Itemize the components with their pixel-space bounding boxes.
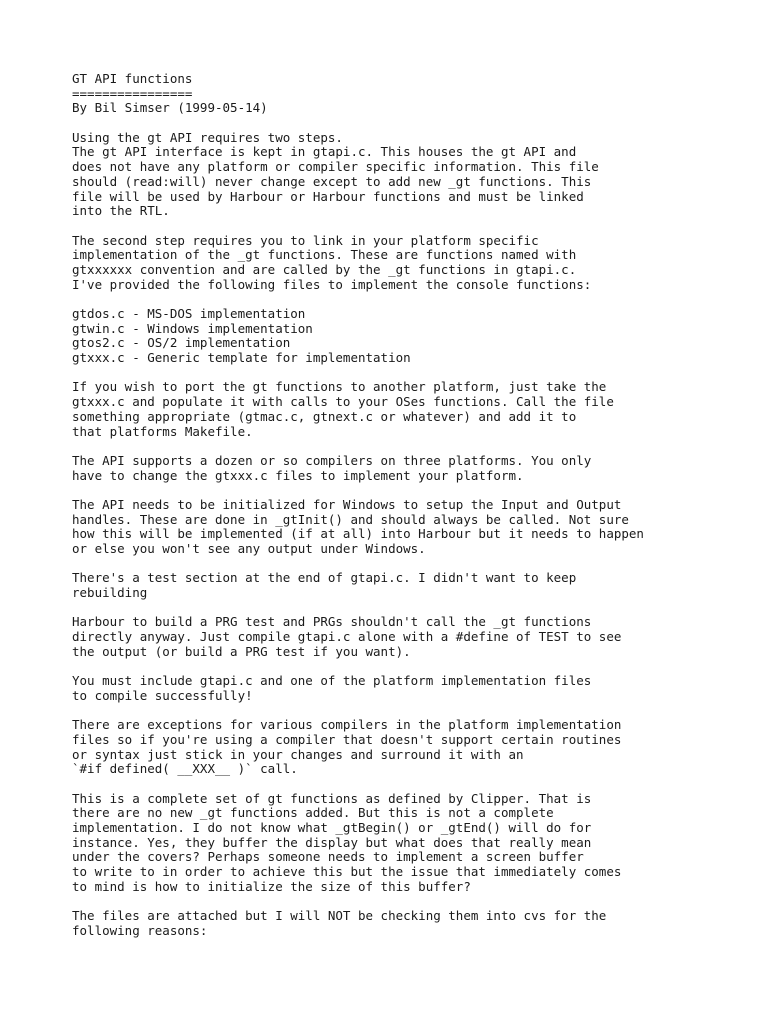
- paragraph-gap: [72, 895, 752, 910]
- text-line: The files are attached but I will NOT be checking them into cvs for the: [72, 908, 607, 924]
- title-underline: ================: [72, 85, 193, 101]
- text-line: the output (or build a PRG test if you want).: [72, 643, 411, 659]
- paragraph: [72, 234, 752, 293]
- paragraph-gap: [72, 777, 752, 792]
- paragraph: [72, 131, 752, 219]
- text-line: handles. These are done in _gtInit() and should always be called. Not sure: [72, 511, 629, 527]
- text-line: instance. Yes, they buffer the display but what does that really mean: [72, 834, 592, 850]
- text-line: or else you won't see any output under Windows.: [72, 541, 426, 556]
- text-line: following reasons:: [72, 922, 208, 938]
- text-line: to compile successfully!: [72, 687, 253, 703]
- text-line: gtxxx.c and populate it with calls to your OSes functions. Call the file: [72, 394, 614, 410]
- document-title: GT API functions: [72, 71, 193, 86]
- text-line: into the RTL.: [72, 203, 170, 219]
- text-line: gtos2.c - OS/2 implementation: [72, 335, 291, 351]
- paragraph: [72, 615, 752, 659]
- text-line: to write to in order to achieve this but the issue that immediately comes: [72, 864, 622, 880]
- paragraph-gap: [72, 366, 752, 381]
- text-line: rebuilding: [72, 585, 148, 601]
- text-line: If you wish to port the gt functions to another platform, just take the: [72, 379, 607, 395]
- text-line: The gt API interface is kept in gtapi.c. This houses the gt API and: [72, 144, 577, 160]
- text-line: or syntax just stick in your changes and surround it with an: [72, 746, 524, 762]
- text-line: The second step requires you to link in your platform specific: [72, 232, 539, 248]
- document-byline: By Bil Simser (1999-05-14): [72, 100, 268, 116]
- paragraph-gap: [72, 292, 752, 307]
- text-line: to mind is how to initialize the size of this buffer?: [72, 878, 471, 894]
- text-line: file will be used by Harbour or Harbour functions and must be linked: [72, 188, 584, 204]
- text-line: This is a complete set of gt functions as defined by Clipper. That is: [72, 790, 592, 806]
- paragraph-gap: [72, 483, 752, 498]
- paragraph: [72, 380, 752, 439]
- text-line: directly anyway. Just compile gtapi.c alone with a #define of TEST to see: [72, 629, 622, 645]
- text-line: gtxxxxxx convention and are called by the _gt functions in gtapi.c.: [72, 261, 577, 277]
- text-line: something appropriate (gtmac.c, gtnext.c or whatever) and add it to: [72, 408, 577, 424]
- text-line: files so if you're using a compiler that doesn't support certain routines: [72, 731, 622, 747]
- paragraph: [72, 454, 752, 483]
- text-line: should (read:will) never change except to add new _gt functions. This: [72, 173, 592, 189]
- text-line: The API needs to be initialized for Windows to setup the Input and Output: [72, 496, 622, 512]
- text-line: I've provided the following files to implement the console functions:: [72, 276, 592, 292]
- paragraph-gap: [72, 660, 752, 675]
- paragraph: [72, 909, 752, 938]
- text-line: implementation. I do not know what _gtBegin() or _gtEnd() will do for: [72, 820, 592, 836]
- text-line: There are exceptions for various compilers in the platform implementation: [72, 717, 622, 733]
- paragraph: [72, 571, 752, 600]
- text-line: gtwin.c - Windows implementation: [72, 320, 313, 336]
- text-line: `#if defined( __XXX__ )` call.: [72, 761, 298, 777]
- text-line: have to change the gtxxx.c files to implement your platform.: [72, 467, 524, 483]
- text-line: gtdos.c - MS-DOS implementation: [72, 306, 306, 321]
- paragraph-list: [72, 116, 752, 939]
- paragraph-gap: [72, 704, 752, 719]
- text-line: Harbour to build a PRG test and PRGs shouldn't call the _gt functions: [72, 614, 592, 630]
- paragraph-gap: [72, 116, 752, 131]
- paragraph: [72, 307, 752, 366]
- text-line: does not have any platform or compiler specific information. This file: [72, 159, 599, 175]
- text-line: The API supports a dozen or so compilers on three platforms. You only: [72, 452, 592, 468]
- text-line: Using the gt API requires two steps.: [72, 129, 343, 145]
- paragraph: [72, 718, 752, 777]
- text-line: gtxxx.c - Generic template for implementation: [72, 350, 411, 366]
- text-line: under the covers? Perhaps someone needs to implement a screen buffer: [72, 849, 584, 865]
- paragraph-gap: [72, 601, 752, 616]
- paragraph: [72, 498, 752, 557]
- paragraph-gap: [72, 439, 752, 454]
- text-line: there are no new _gt functions added. But this is not a complete: [72, 805, 554, 821]
- text-line: that platforms Makefile.: [72, 423, 253, 439]
- paragraph: [72, 674, 752, 703]
- text-line: You must include gtapi.c and one of the platform implementation files: [72, 673, 592, 689]
- paragraph: [72, 792, 752, 895]
- text-line: implementation of the _gt functions. These are functions named with: [72, 247, 577, 263]
- paragraph-gap: [72, 219, 752, 234]
- text-line: how this will be implemented (if at all) into Harbour but it needs to happen: [72, 526, 644, 542]
- document-body: [72, 72, 752, 939]
- text-line: There's a test section at the end of gtapi.c. I didn't want to keep: [72, 570, 577, 586]
- paragraph-gap: [72, 557, 752, 572]
